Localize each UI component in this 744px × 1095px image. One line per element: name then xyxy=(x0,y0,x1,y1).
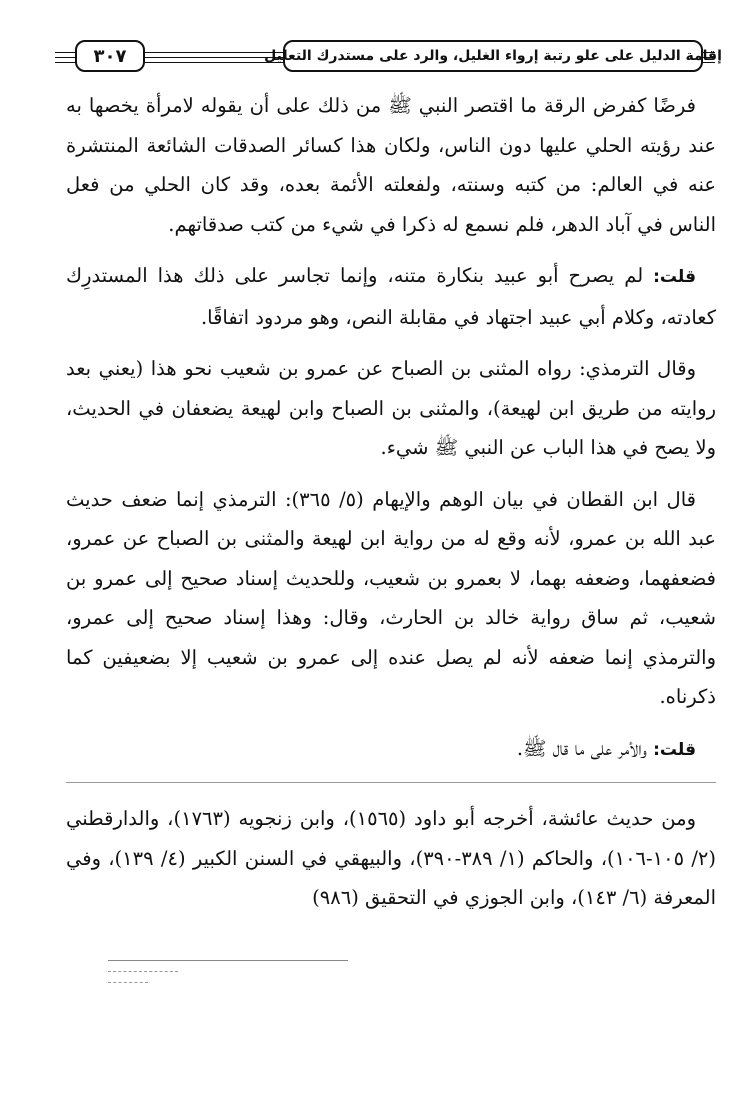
section-divider xyxy=(66,782,716,783)
body-text xyxy=(66,86,716,930)
paragraph-text: والأمر على ما قال ﷺ. xyxy=(516,736,654,760)
footnote-rule xyxy=(108,960,348,961)
paragraph xyxy=(66,799,716,918)
running-title: إقامة الدليل على علو رتبة إرواء الغليل، والرد على مستدرك التعليل xyxy=(283,40,703,72)
footnote-rule xyxy=(108,971,178,972)
paragraph-text: وقال الترمذي: رواه المثنى بن الصباح عن عمرو بن شعيب نحو هذا (يعني بعد روايته من طريق ابن لهيعة)، والمثنى بن الصباح وابن لهيعة يضعفان في الحديث، ولا يصح في هذا الباب عن النبي ﷺ شيء. xyxy=(66,357,716,459)
page-header xyxy=(55,38,722,78)
footnote-rule xyxy=(108,982,148,983)
qult-label: قلت: xyxy=(653,267,696,287)
footnote-separator xyxy=(108,960,348,993)
paragraph-text: قال ابن القطان في بيان الوهم والإيهام (٥/ ٣٦٥): الترمذي إنما ضعف حديث عبد الله بن عمرو، لأنه وقع له من رواية ابن لهيعة والمثنى بن الصباح عن عمرو، فضعفهما، وضعفه بهما، لا بعمرو بن شعيب، وللحديث إسناد صحيح إلى عمرو بن شعيب، ثم ساق رواية خالد بن الحارث، وقال: وهذا إسناد صحيح إلى عمرو، والترمذي إنما ضعفه لأنه لم يصل عنده إلى عمرو بن شعيب إلا بضعيفين كما ذكرناه. xyxy=(66,487,716,708)
paragraph-text: فرضًا كفرض الرقة ما اقتصر النبي ﷺ من ذلك على أن يقوله لامرأة يخصها به عند رؤيته الحلي عليها دون الناس، ولكان هذا كسائر الصدقات الشائعة المنتشرة عنه في العالم: من كتبه وسنته، ولفعلته الأئمة بعده، وقد كان الحلي من فعل الناس في آباد الدهر، فلم نسمع له ذكرا في شيء من كتب صدقاتهم. xyxy=(66,94,716,236)
paragraph xyxy=(66,480,716,717)
paragraph xyxy=(66,349,716,468)
paragraph-text: ومن حديث عائشة، أخرجه أبو داود (١٥٦٥)، وابن زنجويه (١٧٦٣)، والدارقطني (٢/ ١٠٥-١٠٦)، والحاكم (١/ ٣٨٩-٣٩٠)، والبيهقي في السنن الكبير (٤/ ١٣٩)، وفي المعرفة (٦/ ١٤٣)، وابن الجوزي في التحقيق (٩٨٦) xyxy=(66,807,716,909)
paragraph xyxy=(66,86,716,244)
paragraph xyxy=(66,729,716,771)
paragraph-text: لم يصرح أبو عبيد بنكارة متنه، وإنما تجاسر على ذلك هذا المستدرِك كعادته، وكلام أبي عبيد اجتهاد في مقابلة النص، وهو مردود اتفاقًا. xyxy=(66,264,716,329)
qult-label: قلت: xyxy=(653,739,696,760)
page-number: ٣٠٧ xyxy=(75,40,145,72)
paragraph xyxy=(66,256,716,337)
